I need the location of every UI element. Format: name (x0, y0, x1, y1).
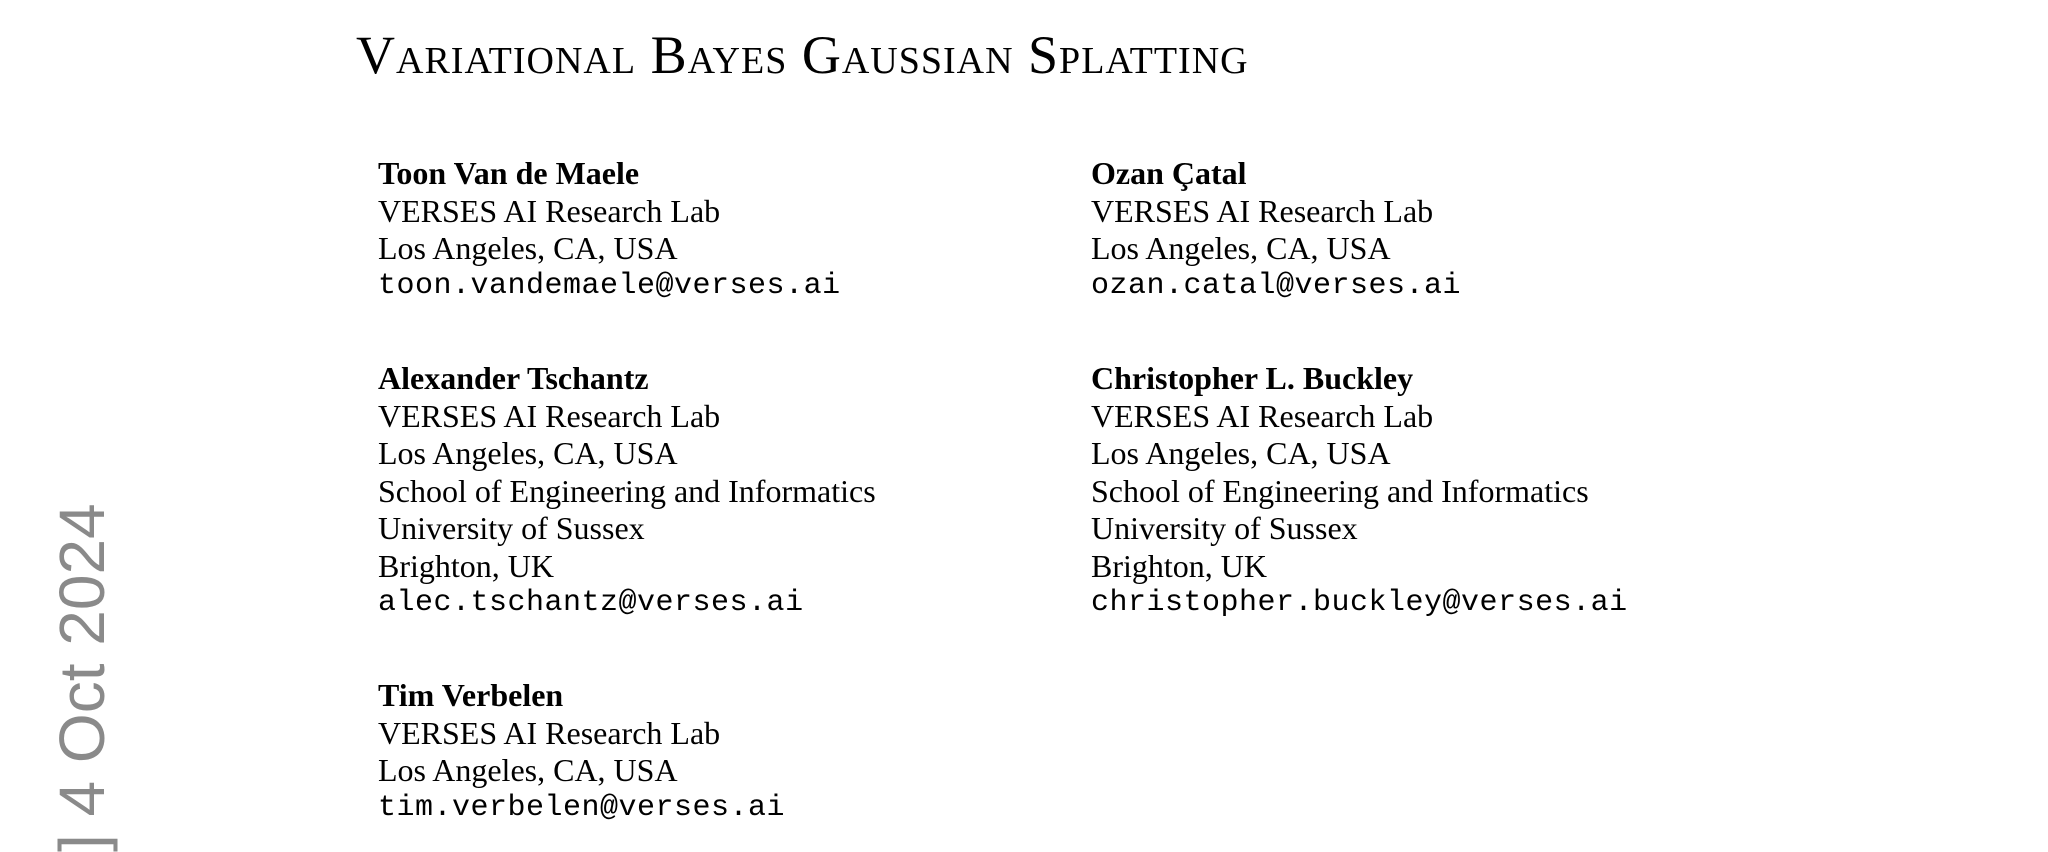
author-affiliation-line: Los Angeles, CA, USA (378, 230, 678, 266)
author-block (378, 677, 1078, 827)
author-affiliation-line: University of Sussex (378, 510, 645, 546)
author-name: Ozan Çatal (1091, 155, 1247, 191)
author-affiliation-line: Los Angeles, CA, USA (378, 435, 678, 471)
author-email: ozan.catal@verses.ai (1091, 268, 1462, 303)
author-email: christopher.buckley@verses.ai (1091, 586, 1628, 620)
author-email: tim.verbelen@verses.ai (378, 790, 786, 825)
author-block (378, 155, 1078, 305)
author-email: toon.vandemaele@verses.ai (378, 268, 841, 303)
author-name: Alexander Tschantz (378, 360, 649, 396)
author-affiliation-line: Los Angeles, CA, USA (1091, 230, 1391, 266)
arxiv-margin-stamp: ] 4 Oct 2024 (46, 503, 118, 852)
author-affiliation-line: Brighton, UK (378, 547, 554, 584)
author-block (378, 360, 1078, 623)
author-affiliation-line: Brighton, UK (1091, 547, 1267, 584)
author-block (1091, 155, 1791, 305)
author-affiliation-line: Los Angeles, CA, USA (1091, 435, 1391, 471)
author-name: Toon Van de Maele (378, 155, 640, 191)
author-affiliation-line: School of Engineering and Informatics (378, 472, 876, 509)
author-name: Christopher L. Buckley (1091, 360, 1414, 396)
author-affiliation-line: School of Engineering and Informatics (1091, 472, 1589, 509)
author-email: alec.tschantz@verses.ai (378, 586, 804, 620)
author-affiliation-line: VERSES AI Research Lab (378, 192, 721, 229)
author-affiliation-line: Los Angeles, CA, USA (378, 752, 678, 788)
author-affiliation-line: VERSES AI Research Lab (1091, 192, 1434, 229)
author-affiliation-line: VERSES AI Research Lab (378, 714, 721, 751)
author-affiliation-line: VERSES AI Research Lab (378, 397, 721, 434)
author-affiliation-line: University of Sussex (1091, 510, 1358, 546)
author-name: Tim Verbelen (378, 677, 564, 713)
paper-title: Variational Bayes Gaussian Splatting (356, 25, 1249, 85)
author-affiliation-line: VERSES AI Research Lab (1091, 397, 1434, 434)
author-block (1091, 360, 1791, 623)
